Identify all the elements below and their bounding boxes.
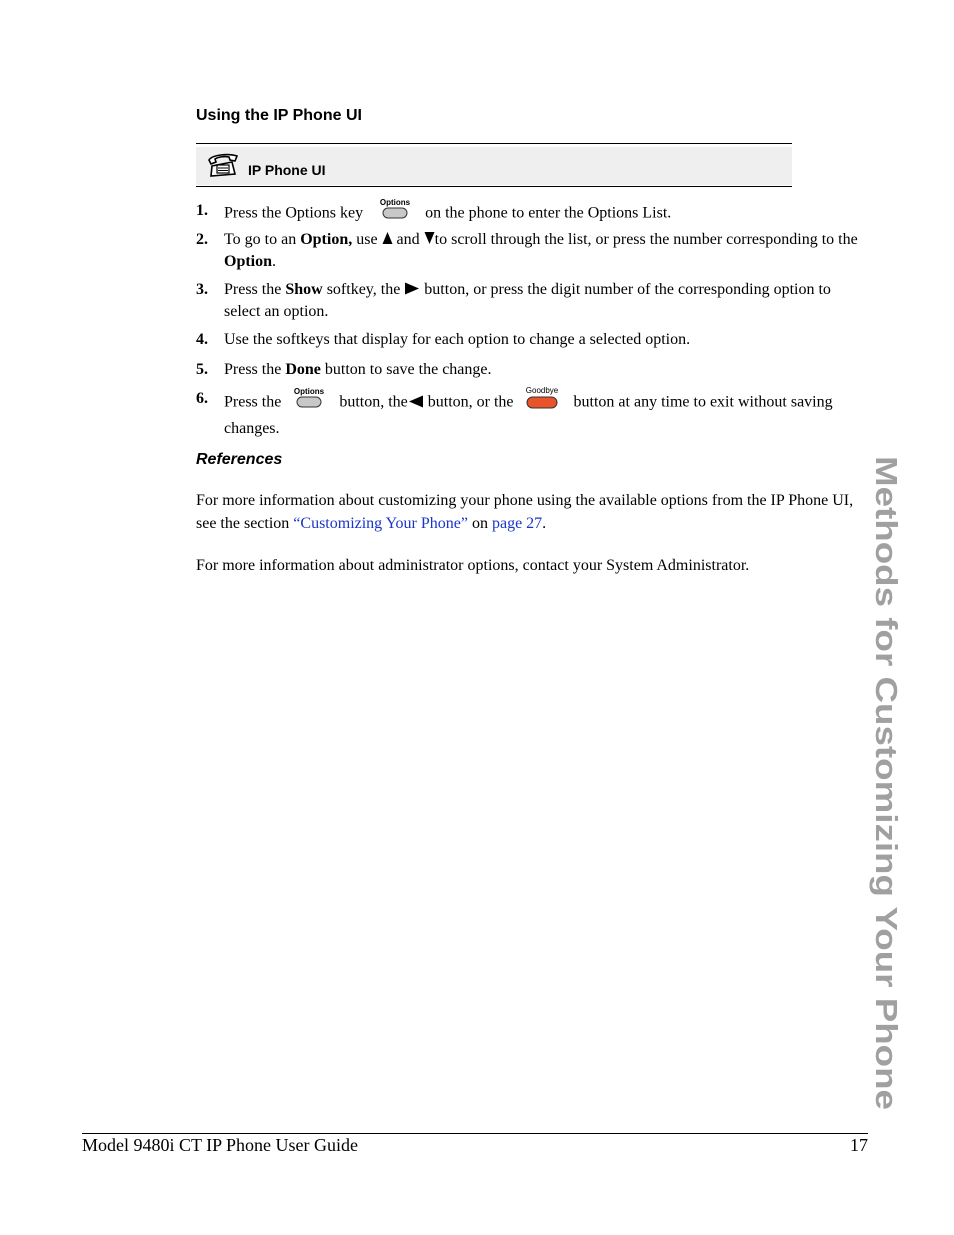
step-bold-text: Done: [285, 361, 321, 378]
phone-icon: [204, 152, 240, 183]
step-bold-text: Option: [224, 252, 273, 270]
step-4: [196, 329, 868, 350]
step-text: .: [272, 252, 277, 270]
step-text: button to save the change.: [320, 361, 492, 378]
step-text: Press the: [224, 393, 282, 411]
footer-rule: [82, 1133, 868, 1134]
step-6: [196, 388, 868, 439]
step-number: 6.: [196, 390, 208, 407]
step-number: 2.: [196, 231, 208, 248]
callout-top-rule: [196, 143, 792, 144]
chapter-side-tab: [856, 456, 910, 1112]
page-27-link[interactable]: page 27: [491, 515, 543, 532]
step-text: To go to an: [224, 231, 301, 248]
left-arrow-icon: [408, 393, 424, 414]
step-text: on the phone to enter the Options List.: [425, 204, 672, 222]
step-text: button, the: [339, 393, 408, 411]
callout-bar: [196, 147, 792, 185]
references-paragraph-2: [196, 554, 868, 577]
step-text: softkey, the: [322, 281, 405, 298]
customizing-your-phone-link[interactable]: “Customizing Your Phone”: [293, 515, 468, 532]
page-number: 17: [850, 1135, 868, 1155]
step-bold-text: Show: [285, 281, 323, 298]
right-arrow-icon: [404, 280, 420, 301]
step-text: to scroll through the list, or press the number corresponding to the: [434, 231, 858, 248]
references-paragraph-1: [196, 489, 868, 535]
step-number: 3.: [196, 281, 208, 298]
step-text: use: [352, 231, 382, 248]
step-2: [196, 229, 868, 272]
options-key-icon: [293, 387, 325, 415]
references-heading: References: [196, 451, 283, 468]
options-key-icon: [379, 198, 411, 226]
paragraph-text: For more information about administrator options, contact your System Administrator.: [196, 557, 750, 574]
goodbye-key-label: Goodbye: [525, 386, 558, 395]
callout-bottom-rule: [196, 186, 792, 187]
up-arrow-icon: [382, 230, 393, 251]
options-key-label: Options: [380, 198, 411, 207]
step-number: 5.: [196, 361, 208, 378]
step-text: and: [392, 231, 424, 248]
callout-title: IP Phone UI: [248, 162, 326, 178]
paragraph-text: For more information about customizing your phone using the available options from the IP Phone UI, see the section: [196, 492, 854, 532]
step-number: 1.: [196, 202, 208, 219]
step-text: button at any time to exit without saving changes.: [224, 393, 833, 437]
step-3: [196, 279, 868, 322]
down-arrow-icon: [424, 230, 435, 251]
step-text: Press the: [224, 361, 286, 378]
paragraph-text: .: [542, 515, 547, 532]
step-text: Use the softkeys that display for each option to change a selected option.: [224, 331, 691, 348]
step-bold-text: Option,: [300, 231, 353, 248]
step-text: button, or press the digit number of the corresponding option to select an option.: [224, 281, 831, 320]
step-number: 4.: [196, 331, 208, 348]
step-text: Press the Options key: [224, 204, 364, 222]
goodbye-key-icon: [522, 386, 562, 416]
options-key-label: Options: [294, 387, 325, 396]
footer-title: Model 9480i CT IP Phone User Guide: [82, 1135, 358, 1155]
step-text: button, or the: [423, 393, 514, 411]
step-5: [196, 359, 868, 380]
paragraph-text: on: [467, 515, 492, 532]
step-text: Press the: [224, 281, 286, 298]
chapter-side-tab-text: Methods for Customizing Your Phone: [869, 456, 904, 1008]
section-heading: Using the IP Phone UI: [196, 107, 362, 124]
step-1: [196, 200, 868, 228]
